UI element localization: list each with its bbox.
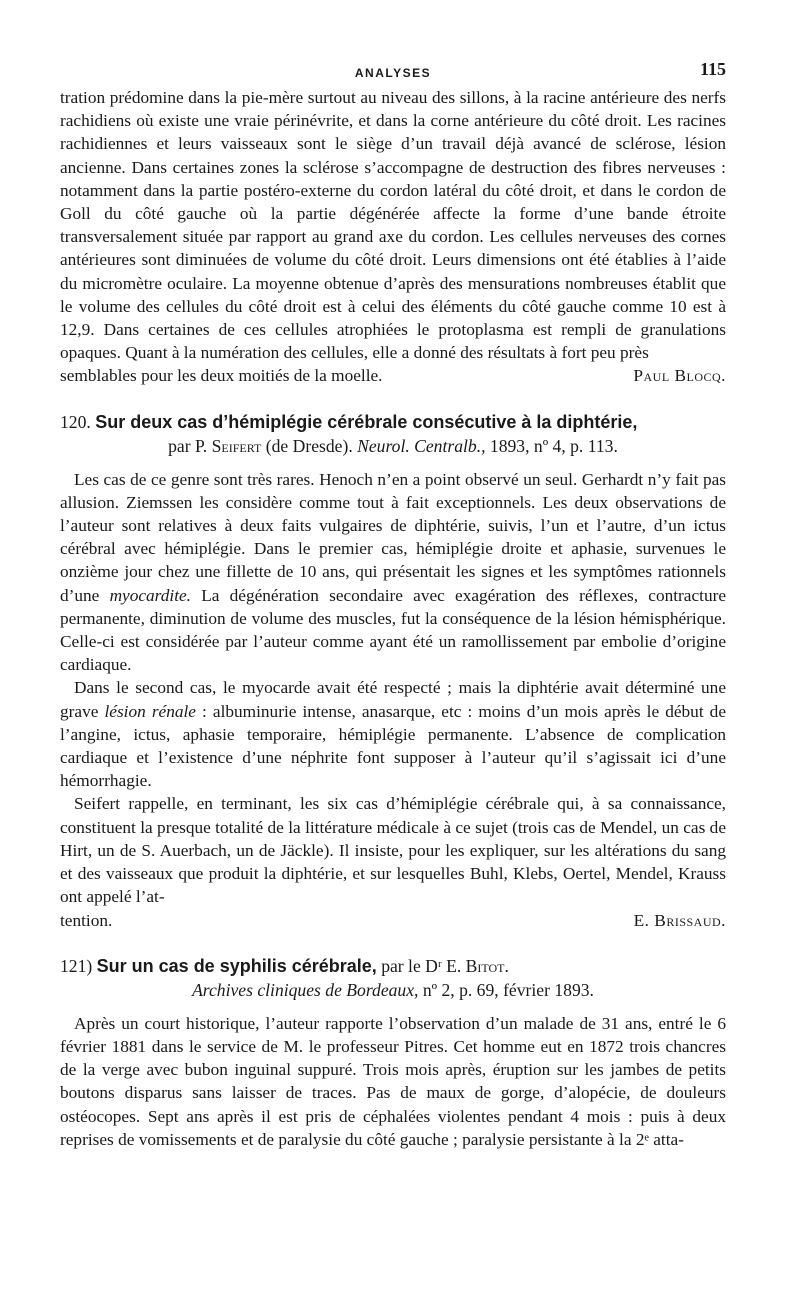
intro-signature: Paul Blocq. [633,366,726,386]
entry-120-byline [60,434,726,458]
entry-121-heading [60,954,726,1002]
entry-121-journal: Archives cliniques de Bordeaux, [192,979,419,1000]
entry-120-journal: Neurol. Centralb., [357,435,486,456]
entry-120-p1-b: La dégénération secondaire avec exagération des réflexes, contracture permanente, diminution de volume des muscles, fut la conséquence de la lésion hémisphérique. Celle-ci est considérée par l’auteur comme ayant été un ramollissement par embolie d’origine cardiaque. [60,585,727,675]
intro-closing-line [60,364,726,387]
intro-last-line: semblables pour les deux moitiés de la moelle. [60,366,383,386]
entry-120-p2-a: Dans le second cas, le myocarde avait été respecté ; mais la diphtérie avait déterminé une grave [60,678,726,721]
running-title: ANALYSES [354,66,432,80]
entry-120-signature: E. Brissaud. [633,910,726,930]
entry-120-p1-italic: myocardite. [109,585,191,605]
page [60,58,726,1151]
entry-120-origin: (de Dresde). [265,435,353,456]
entry-120-last-line: tention. [60,910,113,930]
entry-120-heading [60,410,726,458]
entry-120-paragraph-3: Seifert rappelle, en terminant, les six cas d’hémiplégie cérébrale qui, à sa connaissance, constituent la presque totalité de la littérature médicale à ce sujet (trois cas de Mendel, un cas de Hirt, un de S. Auerbach, un de Jäckle). Il insiste, pour les expliquer, sur les altérations du sang et des vaisseaux que produit la diphtérie, et sur lesquelles Buhl, Klebs, Oertel, Mendel, Krauss ont appelé l’at- [60,794,726,907]
entry-121-paragraph-1: Après un court historique, l’auteur rapporte l’observation d’un malade de 31 ans, entré le 6 février 1881 dans le service de M. le professeur Pitres. Cet homme eut en 1872 trois chancres de la verge avec bubon inguinal suppuré. Trois mois après, éruption sur les jambes de petits boutons disparus sans laisser de traces. Pas de maux de gorge, d’alopécie, de douleurs ostéocopes. Sept ans après il est pris de céphalées violentes pendant 4 mois : puis à deux reprises de vomissements et de paralysie du côté gauche ; paralysie persistante à la 2ᵉ atta- [60,1013,726,1149]
entry-120-by: par P. [168,435,208,456]
entry-121-number: 121) [60,955,93,976]
entry-120-p1-a: Les cas de ce genre sont très rares. Henoch n’en a point observé un seul. Gerhardt n’y fait pas allusion. Ziemssen les considère comme tout à fait exceptionnels. Les deux observations de l’auteur sont relatives à deux faits vulgaires de diphtérie, suivis, l’un et l’autre, d’un ictus cérébral avec hémiplégie. Dans le premier cas, hémiplégie droite et aphasie, survenues le onzième jour chez une fillette de 10 ans, qui présentait les signes et les symptômes rationnels d’une [60,469,726,605]
page-number: 115 [699,59,726,79]
running-head [60,58,726,86]
entry-120-paragraph-2 [60,676,726,792]
entry-120-paragraph-1 [60,468,726,677]
entry-121-citation: nº 2, p. 69, février 1893. [422,979,594,1000]
entry-120-closing-line [60,909,726,932]
entry-121-author: Bitot. [465,955,509,976]
entry-120-citation: 1893, nº 4, p. 113. [489,435,618,456]
entry-120-title: Sur deux cas d’hémiplégie cérébrale consécutive à la diphtérie, [95,411,638,432]
entry-121-title: Sur un cas de syphilis cérébrale, [96,955,377,976]
intro-paragraph: tration prédomine dans la pie-mère surtout au niveau des sillons, à la racine antérieure des nerfs rachidiens où existe une vraie périnévrite, et dans la corne antérieure du côté droit. Les racines rachidiennes et leurs vaisseaux sont le siège d’un travail déjà avancé de sclérose, lésion ancienne. Dans certaines zones la sclérose s’accompagne de destruction des fibres nerveuses : notamment dans la partie postéro-externe du cordon latéral du côté droit, et dans le cordon de Goll du côté gauche où la partie dégénérée affecte la forme d’une bande étroite transversalement située par rapport au grand axe du cordon. Les cellules nerveuses des cornes antérieures sont diminuées de volume du côté droit. Leurs dimensions ont été établies à l’aide du micromètre oculaire. La moyenne obtenue d’après des mensurations nombreuses établit que le volume des cellules du côté droit est à celui des éléments du côté gauche comme 10 est à 12,9. Dans certaines de ces cellules atrophiées le protoplasma est rempli de granulations opaques. Quant à la numération des cellules, elle a donné des résultats à fort peu près [60,88,726,363]
entry-120-author: Seifert [211,435,262,456]
entry-120-p2-italic: lésion rénale [104,701,196,721]
entry-120-number: 120. [60,411,91,432]
entry-121-by: par le Dʳ E. [381,955,462,976]
entry-120-p2-b: : albuminurie intense, anasarque, etc : moins d’un mois après le début de l’angine, ictus, aphasie temporaire, hémiplégie permanente. L’absence de complication cardiaque et l’existence d’une néphrite font supposer à l’auteur qu’il s’agissait ici d’une hémorrhagie. [60,701,726,791]
